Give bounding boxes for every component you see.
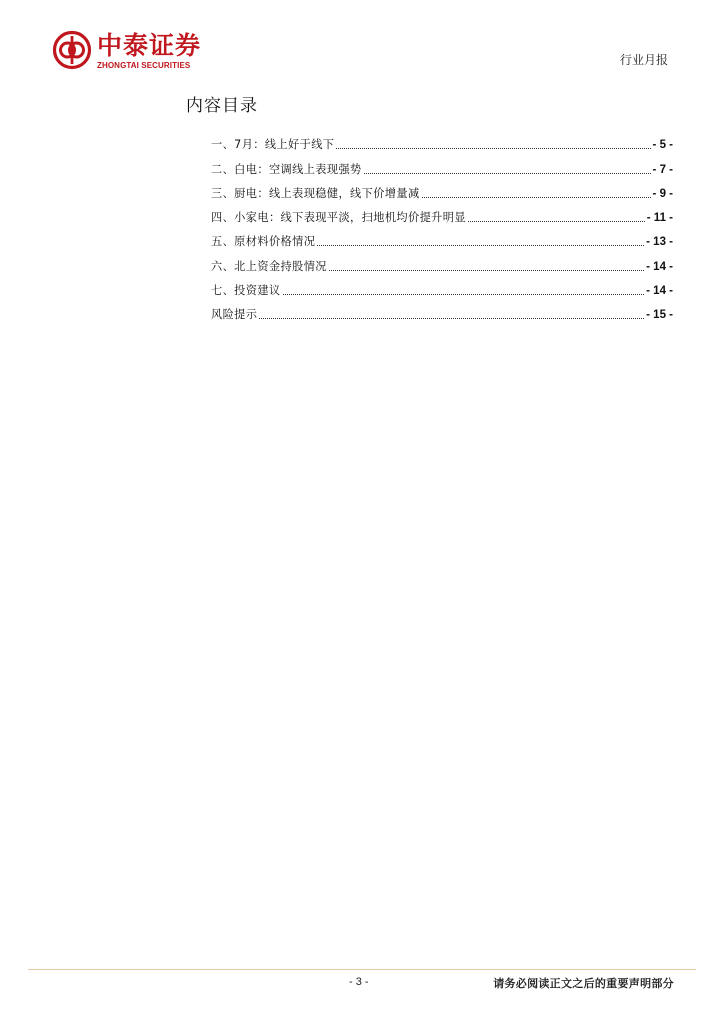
toc-leader-dots bbox=[364, 173, 651, 174]
toc-entry-page: - 13 - bbox=[646, 236, 673, 249]
toc-entry-label: 三、厨电：线上表现稳健，线下价增量减 bbox=[211, 186, 420, 200]
table-of-contents bbox=[211, 128, 673, 322]
toc-entry[interactable] bbox=[211, 298, 673, 322]
toc-entry-page: - 9 - bbox=[652, 187, 673, 200]
toc-entry-page: - 7 - bbox=[652, 163, 673, 176]
toc-entry[interactable] bbox=[211, 274, 673, 298]
toc-entry[interactable] bbox=[211, 128, 673, 152]
toc-title: 内容目录 bbox=[186, 96, 258, 116]
toc-leader-dots bbox=[329, 270, 644, 271]
toc-entry-label: 四、小家电：线下表现平淡，扫地机均价提升明显 bbox=[211, 211, 466, 225]
company-logo bbox=[52, 30, 222, 74]
footer-divider bbox=[28, 969, 696, 970]
toc-entry[interactable] bbox=[211, 152, 673, 176]
report-type-label: 行业月报 bbox=[619, 53, 668, 67]
page-header bbox=[0, 0, 724, 80]
toc-entry-label: 六、北上资金持股情况 bbox=[211, 259, 327, 273]
toc-leader-dots bbox=[422, 197, 651, 198]
logo-chinese-name: 中泰证券 bbox=[97, 31, 202, 60]
toc-entry[interactable] bbox=[211, 201, 673, 225]
toc-entry[interactable] bbox=[211, 225, 673, 249]
toc-leader-dots bbox=[317, 245, 644, 246]
toc-entry[interactable] bbox=[211, 177, 673, 201]
toc-entry-page: - 14 - bbox=[646, 260, 673, 273]
toc-entry[interactable] bbox=[211, 249, 673, 273]
zhongtai-logo-icon bbox=[52, 30, 92, 70]
toc-entry-page: - 5 - bbox=[652, 139, 673, 152]
toc-entry-page: - 15 - bbox=[646, 309, 673, 322]
logo-english-name: ZHONGTAI SECURITIES bbox=[97, 61, 191, 70]
toc-entry-label: 二、白电：空调线上表现强势 bbox=[211, 162, 362, 176]
toc-entry-label: 五、原材料价格情况 bbox=[211, 235, 316, 249]
toc-entry-page: - 14 - bbox=[646, 285, 673, 298]
toc-entry-label: 一、7月：线上好于线下 bbox=[211, 138, 335, 152]
toc-leader-dots bbox=[259, 318, 644, 319]
toc-leader-dots bbox=[283, 294, 645, 295]
toc-entry-page: - 11 - bbox=[646, 212, 673, 225]
toc-entry-label: 风险提示 bbox=[211, 308, 258, 322]
footer-page-number: - 3 - bbox=[349, 976, 369, 988]
toc-leader-dots bbox=[336, 148, 650, 149]
toc-entry-label: 七、投资建议 bbox=[211, 284, 281, 298]
footer-disclaimer: 请务必阅读正文之后的重要声明部分 bbox=[493, 977, 674, 990]
toc-leader-dots bbox=[468, 221, 645, 222]
